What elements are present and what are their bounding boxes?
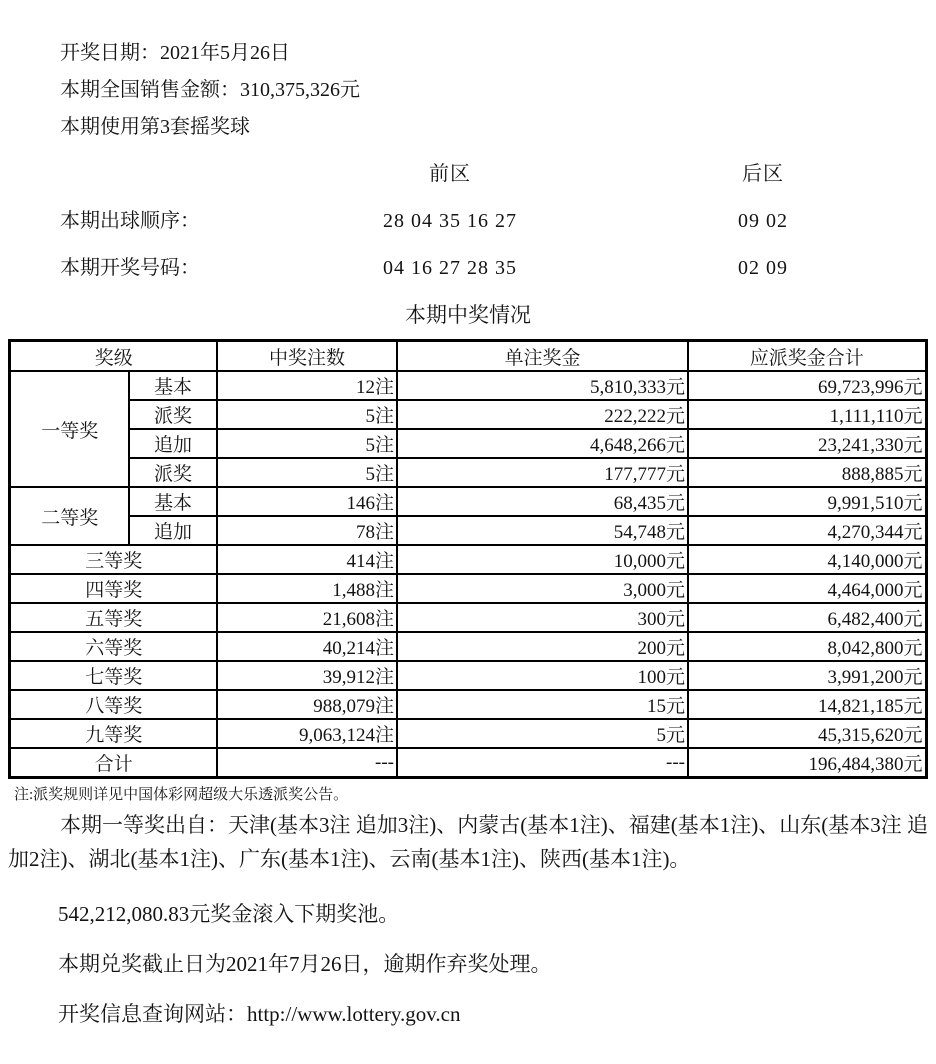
header-level: 奖级 <box>10 341 217 372</box>
prize-cell: 100元 <box>397 661 688 690</box>
table-row <box>10 429 926 458</box>
total-cell: 14,821,185元 <box>688 690 926 719</box>
prize-table-title: 本期中奖情况 <box>405 303 531 327</box>
level-cell: 六等奖 <box>10 632 217 661</box>
total-cell: 1,111,110元 <box>688 400 926 429</box>
level-cell: 五等奖 <box>10 603 217 632</box>
redeem-deadline-paragraph: 本期兑奖截止日为2021年7月26日，逾期作弃奖处理。 <box>58 952 552 976</box>
header-count: 中奖注数 <box>217 341 397 372</box>
payout-rule-note: 注:派奖规则详见中国体彩网超级大乐透派奖公告。 <box>14 787 349 803</box>
ball-set-line: 本期使用第3套摇奖球 <box>60 116 250 138</box>
table-row <box>10 661 926 690</box>
count-cell: 5注 <box>217 429 397 458</box>
prize-cell: 300元 <box>397 603 688 632</box>
table-row <box>10 458 926 487</box>
table-row <box>10 371 926 400</box>
draw-date-line: 开奖日期：2021年5月26日 <box>60 42 290 64</box>
level-cell: 三等奖 <box>10 545 217 574</box>
total-cell: 6,482,400元 <box>688 603 926 632</box>
count-cell: 5注 <box>217 400 397 429</box>
table-row <box>10 632 926 661</box>
table-row <box>10 574 926 603</box>
prize-cell: 222,222元 <box>397 400 688 429</box>
count-cell: 40,214注 <box>217 632 397 661</box>
level-cell: 一等奖 <box>10 371 129 487</box>
count-cell: 9,063,124注 <box>217 719 397 748</box>
total-cell: 196,484,380元 <box>688 748 926 778</box>
sub-level-cell: 派奖 <box>129 400 217 429</box>
prize-cell: 4,648,266元 <box>397 429 688 458</box>
winning-numbers-back: 02 09 <box>738 257 788 279</box>
winning-numbers-front: 04 16 27 28 35 <box>383 257 517 279</box>
back-zone-label: 后区 <box>742 163 784 185</box>
count-cell: 988,079注 <box>217 690 397 719</box>
level-cell: 八等奖 <box>10 690 217 719</box>
zone-header-row <box>60 163 936 185</box>
prize-cell: 68,435元 <box>397 487 688 516</box>
total-cell: 23,241,330元 <box>688 429 926 458</box>
sub-level-cell: 派奖 <box>129 458 217 487</box>
first-prize-origin-paragraph: 本期一等奖出自：天津(基本3注 追加3注)、内蒙古(基本1注)、福建(基本1注)、山东(基本3注 追加2注)、湖北(基本1注)、广东(基本1注)、云南(基本1注)、陕西(基本1注)。 <box>8 813 928 871</box>
count-cell: 21,608注 <box>217 603 397 632</box>
table-row <box>10 690 926 719</box>
count-cell: 78注 <box>217 516 397 545</box>
winning-numbers-label: 本期开奖号码： <box>60 257 200 279</box>
table-row <box>10 516 926 545</box>
count-cell: 5注 <box>217 458 397 487</box>
total-cell: 69,723,996元 <box>688 371 926 400</box>
count-cell: 146注 <box>217 487 397 516</box>
prize-cell: 5,810,333元 <box>397 371 688 400</box>
total-cell: 4,140,000元 <box>688 545 926 574</box>
zone-header-spacer <box>60 163 310 185</box>
table-row <box>10 487 926 516</box>
front-zone-label: 前区 <box>429 163 471 185</box>
prize-cell: 54,748元 <box>397 516 688 545</box>
total-cell: 4,270,344元 <box>688 516 926 545</box>
prize-cell: --- <box>397 748 688 778</box>
count-cell: 12注 <box>217 371 397 400</box>
sales-amount-line: 本期全国销售金额：310,375,326元 <box>60 79 360 101</box>
prize-table <box>8 339 927 779</box>
table-row <box>10 545 926 574</box>
total-cell: 45,315,620元 <box>688 719 926 748</box>
total-cell: 888,885元 <box>688 458 926 487</box>
prize-cell: 15元 <box>397 690 688 719</box>
top-info-block <box>0 0 936 138</box>
draw-order-label: 本期出球顺序： <box>60 210 200 232</box>
table-row <box>10 603 926 632</box>
prize-cell: 5元 <box>397 719 688 748</box>
level-cell: 合计 <box>10 748 217 778</box>
total-cell: 3,991,200元 <box>688 661 926 690</box>
count-cell: 1,488注 <box>217 574 397 603</box>
draw-order-back-numbers: 09 02 <box>738 210 788 232</box>
table-row <box>10 400 926 429</box>
total-cell: 9,991,510元 <box>688 487 926 516</box>
count-cell: --- <box>217 748 397 778</box>
table-row <box>10 748 926 778</box>
header-total: 应派奖金合计 <box>688 341 926 372</box>
header-prize: 单注奖金 <box>397 341 688 372</box>
level-cell: 九等奖 <box>10 719 217 748</box>
prize-cell: 10,000元 <box>397 545 688 574</box>
rollover-paragraph: 542,212,080.83元奖金滚入下期奖池。 <box>58 902 400 926</box>
level-cell: 四等奖 <box>10 574 217 603</box>
sub-level-cell: 追加 <box>129 516 217 545</box>
info-website-line: 开奖信息查询网站：http://www.lottery.gov.cn <box>58 1002 461 1026</box>
count-cell: 39,912注 <box>217 661 397 690</box>
prize-cell: 200元 <box>397 632 688 661</box>
draw-order-front-numbers: 28 04 35 16 27 <box>383 210 517 232</box>
sub-level-cell: 基本 <box>129 487 217 516</box>
total-cell: 4,464,000元 <box>688 574 926 603</box>
draw-order-row <box>60 210 936 232</box>
total-cell: 8,042,800元 <box>688 632 926 661</box>
prize-cell: 177,777元 <box>397 458 688 487</box>
prize-table-header-row <box>10 341 926 372</box>
count-cell: 414注 <box>217 545 397 574</box>
table-row <box>10 719 926 748</box>
prize-cell: 3,000元 <box>397 574 688 603</box>
level-cell: 七等奖 <box>10 661 217 690</box>
sub-level-cell: 追加 <box>129 429 217 458</box>
level-cell: 二等奖 <box>10 487 129 545</box>
winning-numbers-row <box>60 257 936 279</box>
sub-level-cell: 基本 <box>129 371 217 400</box>
